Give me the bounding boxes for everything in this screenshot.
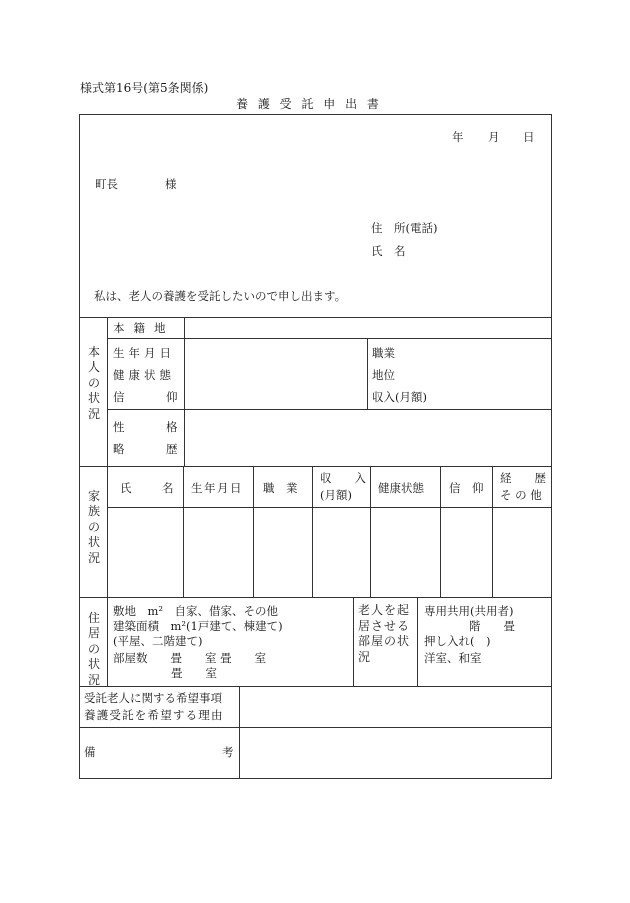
wishes-label-2: 養護受託を希望する理由 xyxy=(84,708,224,722)
housing-line-2: 建築面積 m²(1戸建て、棟建て) xyxy=(113,619,283,633)
date-day-label: 日 xyxy=(523,130,535,144)
address-label: 住 所(電話) xyxy=(371,221,438,235)
mayor-label: 町長 xyxy=(95,177,118,191)
job-label: 職業 xyxy=(372,346,395,360)
housing-section-heading: 住居の状況 xyxy=(87,611,100,687)
family-col-history-2: そ の 他 xyxy=(500,488,542,502)
remarks-label-b: 考 xyxy=(222,745,234,759)
birth-label: 生年月日 xyxy=(113,346,175,360)
family-col-name-a: 氏 xyxy=(120,481,132,495)
position-label: 地位 xyxy=(372,368,395,382)
family-col-name-b: 名 xyxy=(162,481,174,495)
history-label-b: 歴 xyxy=(166,442,178,456)
housing-line-5: 畳 室 xyxy=(171,666,217,680)
housing-line-1: 敷地 m² 自家、借家、その他 xyxy=(113,604,279,618)
character-label-b: 格 xyxy=(166,420,178,434)
family-col-birth: 生年月日 xyxy=(191,481,243,495)
family-col-job: 職 業 xyxy=(263,481,298,495)
housing-right-3: 押し入れ( ) xyxy=(424,634,491,648)
wishes-label-1: 受託老人に関する希望事項 xyxy=(84,691,222,705)
housing-right-2: 階 畳 xyxy=(469,619,515,633)
faith-label-a: 信 xyxy=(113,390,125,404)
income-label: 収入(月額) xyxy=(372,390,427,404)
form-number: 様式第16号(第5条関係) xyxy=(80,81,209,95)
sama-label: 様 xyxy=(165,177,177,191)
self-section-heading: 本人の状況 xyxy=(87,345,100,421)
remarks-label-a: 備 xyxy=(84,745,96,759)
housing-line-3: (平屋、二階建て) xyxy=(113,634,203,648)
housing-right-4: 洋室、和室 xyxy=(424,651,482,665)
family-section-heading: 家族の状況 xyxy=(87,489,100,565)
family-col-health: 健康状態 xyxy=(378,481,424,495)
page-title: 養 護 受 託 申 出 書 xyxy=(236,97,382,111)
housing-room-label: 老人を起居させる部屋の状況 xyxy=(358,603,411,664)
name-label: 氏 名 xyxy=(371,244,406,258)
faith-label-b: 仰 xyxy=(166,390,178,404)
honseki-label: 本籍地 xyxy=(113,321,175,335)
outer-border xyxy=(80,115,552,779)
housing-line-4: 部屋数 畳 室 畳 室 xyxy=(113,651,267,665)
health-label: 健康状態 xyxy=(113,368,175,382)
character-label-a: 性 xyxy=(113,420,125,434)
family-col-faith: 信 仰 xyxy=(449,481,484,495)
history-label-a: 略 xyxy=(113,442,125,456)
statement-text: 私は、老人の養護を受託したいので申し出ます。 xyxy=(94,289,347,303)
family-col-income-2: (月額) xyxy=(320,488,352,502)
family-col-history-1: 経 歴 xyxy=(500,471,546,485)
housing-right-1: 専用共用(共用者) xyxy=(424,604,514,618)
date-year-label: 年 xyxy=(452,130,464,144)
family-col-income-1: 収 入 xyxy=(320,471,366,485)
date-month-label: 月 xyxy=(488,130,500,144)
